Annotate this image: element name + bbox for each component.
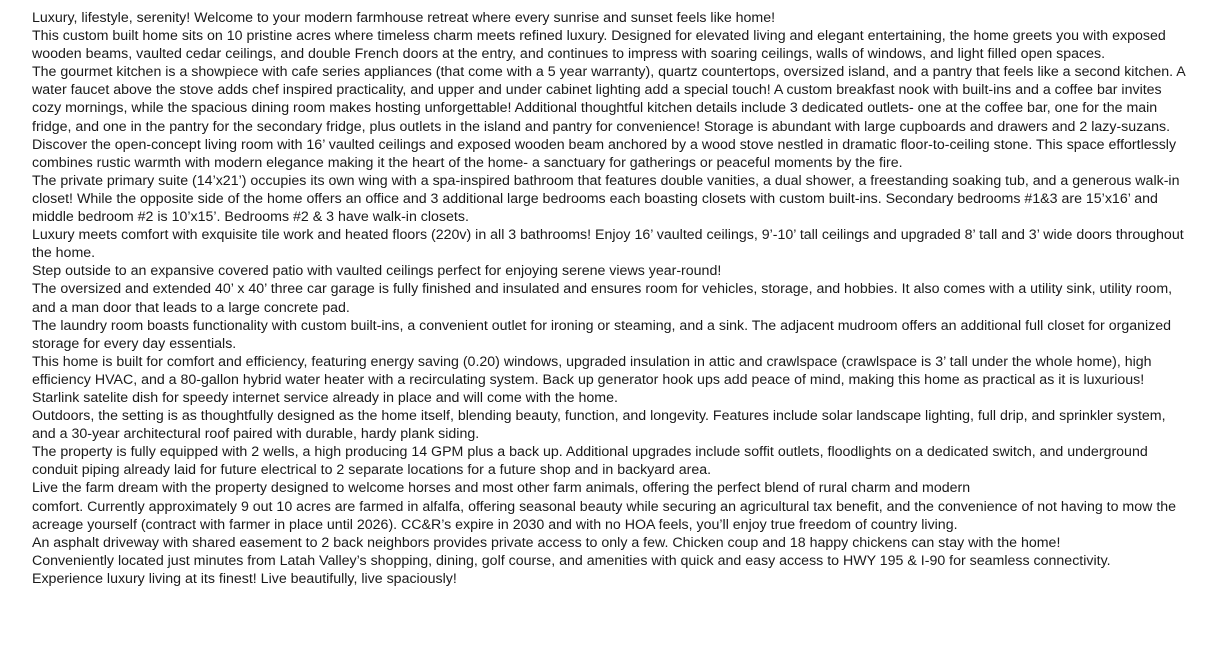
paragraph-driveway: An asphalt driveway with shared easement to 2 back neighbors provides private access to only a few. Chicken coup and 18 happy chickens can stay with the home! <box>32 534 1061 551</box>
paragraph-efficiency: This home is built for comfort and efficiency, featuring energy saving (0.20) windows, upgraded insulation in attic and crawlspace (crawlspace is 3’ tall under the whole home), high efficiency HVAC, and a 80-gallon hybrid water heater with a recirculating system. Back up generator hook ups add peace of mind, making this home as practical as it is luxurious! Starlink satelite dish for speedy internet service already in place and will come with the home. <box>32 353 1152 406</box>
paragraph-laundry: The laundry room boasts functionality with custom built-ins, a convenient outlet for ironing or steaming, and a sink. The adjacent mudroom offers an additional full closet for organized storage for every day essentials. <box>32 317 1172 352</box>
paragraph-patio: Step outside to an expansive covered patio with vaulted ceilings perfect for enjoying serene views year-round! <box>32 263 722 280</box>
paragraph-bathrooms: Luxury meets comfort with exquisite tile work and heated floors (220v) in all 3 bathrooms! Enjoy 16’ vaulted ceilings, 9’-10’ tall ceilings and upgraded 8’ tall and 3’ wide doors throughout the home. <box>32 227 1184 262</box>
paragraph-living-room: Discover the open-concept living room with 16’ vaulted ceilings and exposed wooden beam anchored by a wood stove nestled in dramatic floor-to-ceiling stone. This space effortlessly combines rustic warmth with modern elegance making it the heart of the home- a sanctuary for gatherings or peaceful moments by the fire. <box>32 136 1177 171</box>
paragraph-bedrooms: The private primary suite (14’x21’) occupies its own wing with a spa-inspired bathroom that features double vanities, a dual shower, a freestanding soaking tub, and a generous walk-in closet! While the opposite side of the home offers an office and 3 additional large bedrooms each boasting closets with custom built-ins. Secondary bedrooms #1&3 are 15’x16’ and middle bedroom #2 is 10’x15’. Bedrooms #2 & 3 have walk-in closets. <box>32 172 1180 226</box>
paragraph-closing: Experience luxury living at its finest! Live beautifully, live spaciously! <box>32 570 457 587</box>
paragraph-garage: The oversized and extended 40’ x 40’ three car garage is fully finished and insulated and ensures room for vehicles, storage, and hobbies. It also comes with a utility sink, utility room, and a man door that leads to a large concrete pad. <box>32 281 1173 316</box>
paragraph-overview: This custom built home sits on 10 pristine acres where timeless charm meets refined luxury. Designed for elevated living and elegant entertaining, the home greets you with exposed wooden beams, vaulted cedar ceilings, and double French doors at the entry, and continues to impress with soaring ceilings, walls of windows, and light filled open spaces. <box>32 28 1166 63</box>
paragraph-intro: Luxury, lifestyle, serenity! Welcome to your modern farmhouse retreat where every sunrise and sunset feels like home! <box>32 10 776 26</box>
paragraph-farm-comfort: comfort. Currently approximately 9 out 10 acres are farmed in alfalfa, offering seasonal beauty while securing an agricultural tax benefit, and the convenience of not having to mow the acreage yourself (contract with farmer in place until 2026). CC&R’s expire in 2030 and with no HOA feels, you’ll enjoy true freedom of country living. <box>32 498 1177 533</box>
paragraph-outdoors: Outdoors, the setting is as thoughtfully designed as the home itself, blending beauty, function, and longevity. Features include solar landscape lighting, full drip, and sprinkler system, and a 30-year architectural roof paired with durable, hardy plank siding. <box>32 408 1166 443</box>
paragraph-location: Conveniently located just minutes from Latah Valley’s shopping, dining, golf course, and amenities with quick and easy access to HWY 195 & I-90 for seamless connectivity. <box>32 552 1111 569</box>
property-description <box>32 9 1192 588</box>
paragraph-farm-dream: Live the farm dream with the property designed to welcome horses and most other farm animals, offering the perfect blend of rural charm and modern <box>32 480 971 497</box>
paragraph-kitchen: The gourmet kitchen is a showpiece with cafe series appliances (that come with a 5 year warranty), quartz countertops, oversized island, and a pantry that feels like a second kitchen. A water faucet above the stove adds chef inspired practicality, and upper and under cabinet lighting add a special touch! A custom breakfast nook with built-ins and a coffee bar invites cozy mornings, while the spacious dining room makes hosting unforgettable! Additional thoughtful kitchen details include 3 dedicated outlets- one at the coffee bar, one for the main fridge, and one in the pantry for the secondary fridge, plus outlets in the island and pantry for convenience! Storage is abundant with large cupboards and drawers and 2 lazy-suzans. <box>32 64 1185 135</box>
paragraph-wells: The property is fully equipped with 2 wells, a high producing 14 GPM plus a back up. Additional upgrades include soffit outlets, floodlights on a dedicated switch, and underground conduit piping already laid for future electrical to 2 separate locations for a future shop and in backyard area. <box>32 444 1148 479</box>
